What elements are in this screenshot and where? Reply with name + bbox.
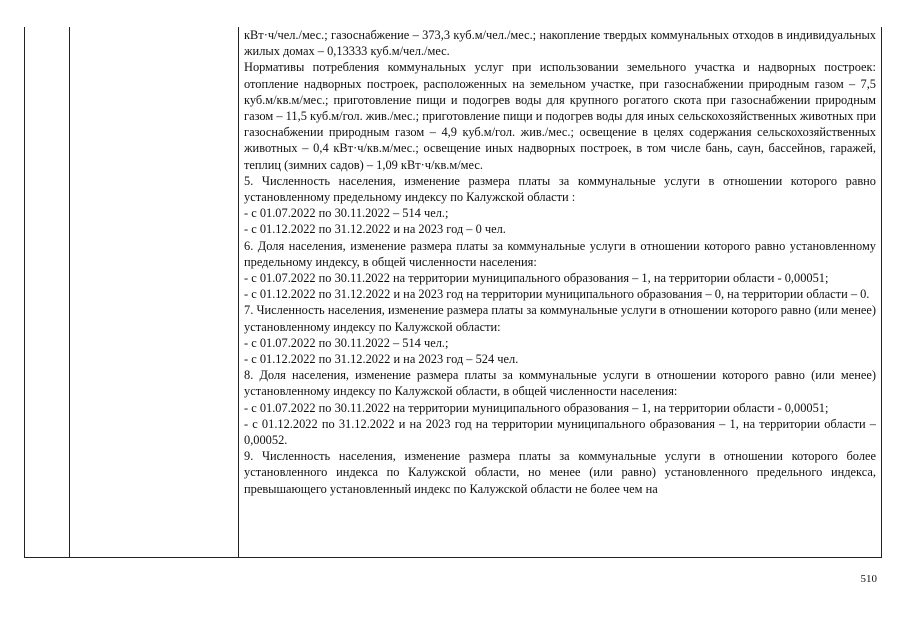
paragraph: - с 01.07.2022 по 30.11.2022 – 514 чел.; — [244, 335, 449, 350]
table-text-cell — [244, 27, 876, 497]
paragraph: - с 01.07.2022 по 30.11.2022 – 514 чел.; — [244, 206, 449, 221]
paragraph: 9. Численность населения, изменение размера платы за коммунальные услуги в отношении которого более установленного индекса по Калужской области, но менее (или равно) установленного предельного индекса, превышающего установленный индекс по Калужской области не более чем на — [244, 449, 876, 496]
paragraph: - с 01.12.2022 по 31.12.2022 и на 2023 год на территории муниципального образования – 1, на территории области – 0,00052. — [244, 416, 876, 448]
document-table — [24, 27, 882, 558]
paragraph: кВт·ч/чел./мес.; газоснабжение – 373,3 куб.м/чел./мес.; накопление твердых коммунальных отходов в индивидуальных жилых домах – 0,13333 куб.м/чел./мес. — [244, 28, 876, 59]
page-number: 510 — [860, 573, 877, 585]
paragraph: Нормативы потребления коммунальных услуг при использовании земельного участка и надворных построек: отопление надворных построек, расположенных на земельном участке, при газоснабжении природным газом – 7,5 куб.м/кв.м/мес.; приготовление пищи и подогрев воды для крупного рогатого скота при газоснабжении природным газом – 11,5 куб.м/гол. жив./мес.; приготовление пищи и подогрев воды для иных сельскохозяйственных животных при газоснабжении природным газом – 4,9 куб.м/гол. жив./мес.; освещение в целях содержания сельскохозяйственных животных – 0,4 кВт·ч/кв.м/мес.; освещение иных надворных построек, в том числе бань, саун, бассейнов, гаражей, теплиц (зимних садов) – 1,09 кВт·ч/кв.м/мес. — [244, 60, 876, 172]
column-divider-2 — [238, 27, 239, 557]
paragraph: - с 01.12.2022 по 31.12.2022 и на 2023 год – 524 чел. — [244, 352, 519, 367]
paragraph: - с 01.12.2022 по 31.12.2022 и на 2023 год на территории муниципального образования – 0, на территории области – 0. — [244, 287, 870, 302]
paragraph: - с 01.07.2022 по 30.11.2022 на территории муниципального образования – 1, на территории области - 0,00051; — [244, 271, 829, 286]
paragraph: 5. Численность населения, изменение размера платы за коммунальные услуги в отношении которого равно установленному предельному индексу по Калужской области : — [244, 173, 876, 205]
paragraph: 6. Доля населения, изменение размера платы за коммунальные услуги в отношении которого равно установленному предельному индексу, в общей численности населения: — [244, 238, 876, 269]
paragraph: - с 01.07.2022 по 30.11.2022 на территории муниципального образования – 1, на территории области - 0,00051; — [244, 400, 829, 415]
column-divider-1 — [69, 27, 70, 557]
paragraph: 8. Доля населения, изменение размера платы за коммунальные услуги в отношении которого равно (или менее) установленному индексу по Калужской области, в общей численности населения: — [244, 368, 876, 399]
paragraph: - с 01.12.2022 по 31.12.2022 и на 2023 год – 0 чел. — [244, 222, 506, 237]
paragraph: 7. Численность населения, изменение размера платы за коммунальные услуги в отношении которого равно (или менее) установленному индексу по Калужской области: — [244, 303, 876, 334]
